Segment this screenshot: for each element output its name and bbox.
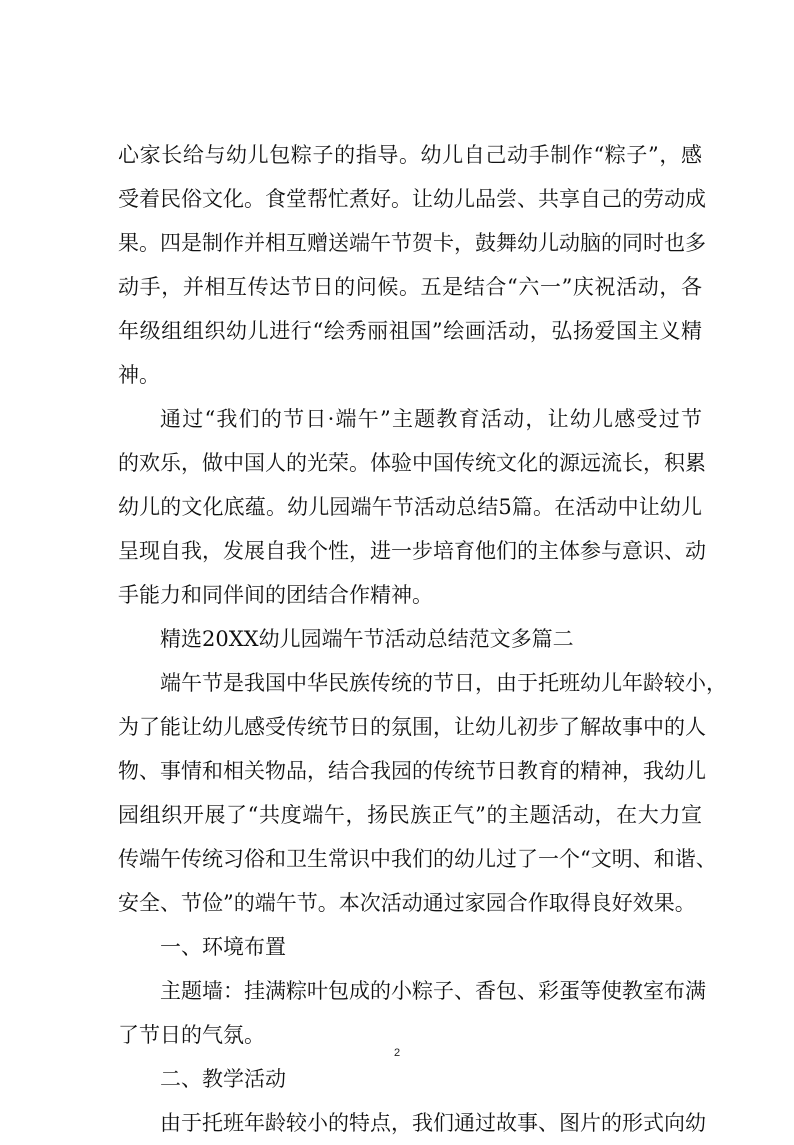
subheading-environment: 一、环境布置 [160, 935, 286, 959]
text-line: 安全、节俭”的端午节。本次活动通过家园合作取得良好效果。 [118, 891, 696, 915]
text-line: 受着民俗文化。食堂帮忙煮好。让幼儿品尝、共享自己的劳动成 [118, 187, 706, 211]
body-text [118, 133, 727, 1145]
text-line: 为了能让幼儿感受传统节日的氛围，让幼儿初步了解故事中的人 [118, 715, 706, 739]
text-line: 的欢乐，做中国人的光荣。体验中国传统文化的源远流长，积累 [118, 451, 706, 475]
text-line: 传端午传统习俗和卫生常识中我们的幼儿过了一个“文明、和谐、 [118, 847, 717, 871]
text-line: 心家长给与幼儿包粽子的指导。幼儿自己动手制作“粽子”，感 [118, 143, 702, 167]
text-line: 幼儿的文化底蕴。幼儿园端午节活动总结5篇。在活动中让幼儿 [118, 495, 702, 519]
text-line: 了节日的气氛。 [118, 1023, 265, 1047]
section-heading: 精选20XX幼儿园端午节活动总结范文多篇二 [160, 627, 574, 651]
text-line: 物、事情和相关物品，结合我园的传统节日教育的精神，我幼儿 [118, 759, 706, 783]
subheading-teaching: 二、教学活动 [160, 1067, 286, 1091]
paragraph-first-line: 由于托班年龄较小的特点，我们通过故事、图片的形式向幼 [160, 1111, 706, 1135]
page-number: 2 [393, 1047, 401, 1059]
paragraph-first-line: 通过“我们的节日·端午”主题教育活动，让幼儿感受过节 [160, 407, 702, 431]
text-line: 手能力和同伴间的团结合作精神。 [118, 583, 433, 607]
text-line: 年级组组织幼儿进行“绘秀丽祖国”绘画活动，弘扬爱国主义精 [118, 319, 702, 343]
text-line: 动手，并相互传达节日的问候。五是结合“六一”庆祝活动，各 [118, 275, 702, 299]
paragraph-first-line: 主题墙：挂满粽叶包成的小粽子、香包、彩蛋等使教室布满 [160, 979, 706, 1003]
text-line: 神。 [118, 363, 160, 387]
paragraph-first-line: 端午节是我国中华民族传统的节日，由于托班幼儿年龄较小， [160, 671, 727, 695]
text-line: 呈现自我，发展自我个性，进一步培育他们的主体参与意识、动 [118, 539, 706, 563]
text-line: 园组织开展了“共度端午，扬民族正气”的主题活动，在大力宣 [118, 803, 702, 827]
text-line: 果。四是制作并相互赠送端午节贺卡，鼓舞幼儿动脑的同时也多 [118, 231, 706, 255]
